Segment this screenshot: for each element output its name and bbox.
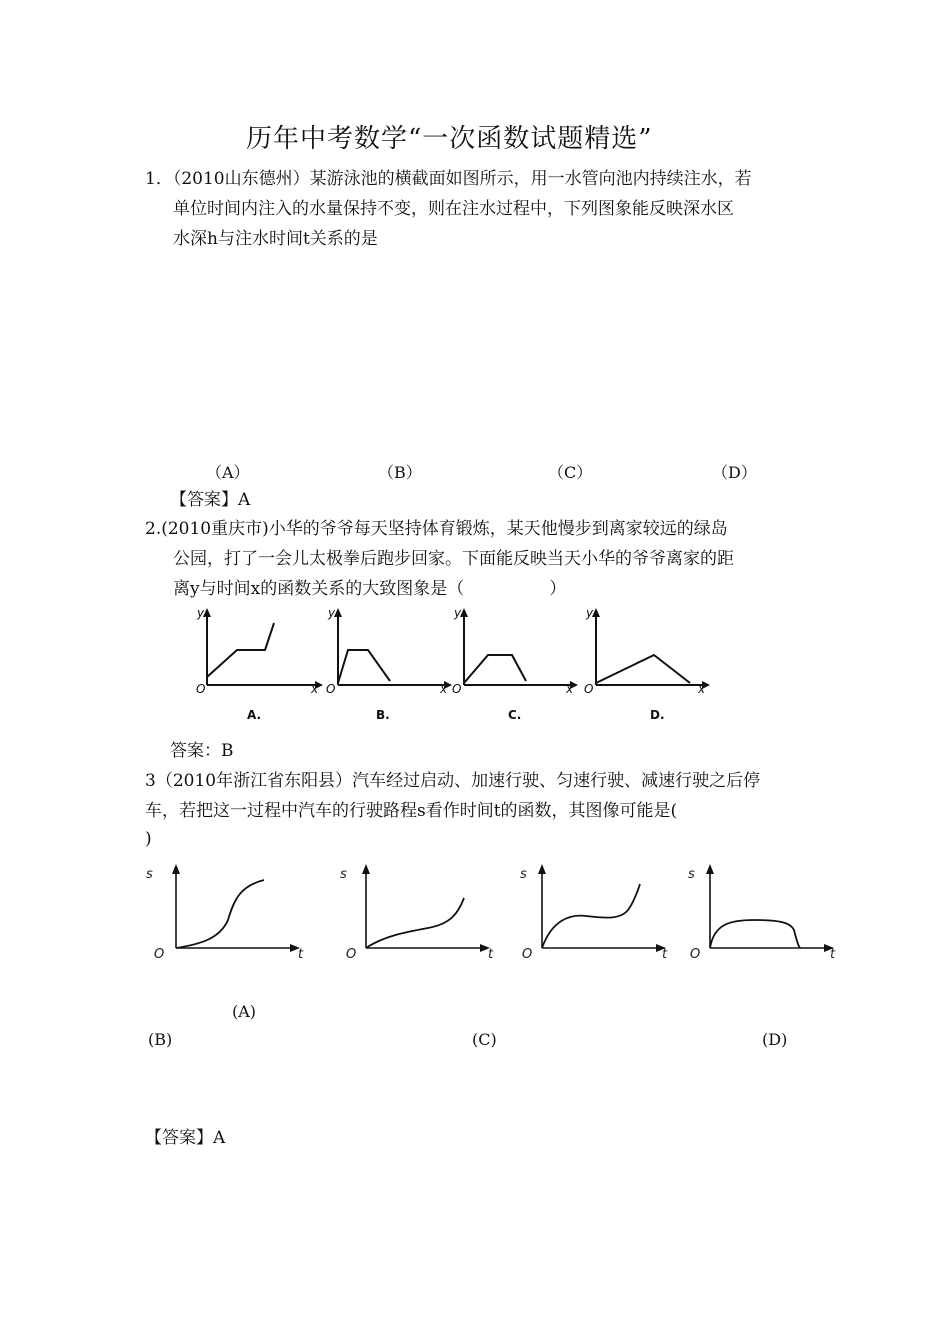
q3-answer: 【答案】A: [145, 1128, 226, 1148]
q2-graph-b-x-label: x: [440, 682, 448, 696]
q3-graph-3: [512, 858, 682, 968]
q2-graph-d-label: D.: [650, 708, 665, 722]
q3-option-b: (B): [148, 1030, 173, 1049]
q2-graph-d-y-label: y: [586, 606, 594, 620]
q1-option-c: （C）: [548, 463, 593, 482]
q2-line-2: 公园，打了一会儿太极拳后跑步回家。下面能反映当天小华的爷爷离家的距: [173, 549, 734, 569]
q3-graph-1-origin: O: [154, 947, 165, 962]
q2-graph-a-x-label: x: [311, 682, 319, 696]
q3-graph-2: [334, 858, 504, 968]
q1-option-d: （D）: [712, 463, 757, 482]
q3-graph-2-origin: O: [346, 947, 357, 962]
q2-graph-c-label: C.: [508, 708, 522, 722]
q2-graph-a-label: A.: [247, 708, 262, 722]
q2-answer: 答案：B: [170, 741, 234, 761]
q2-graph-b: [318, 605, 458, 730]
q3-line-1: 3（2010年浙江省东阳县）汽车经过启动、加速行驶、匀速行驶、减速行驶之后停: [145, 771, 761, 791]
q3-graph-4-origin: O: [690, 947, 701, 962]
q2-graph-c-y-label: y: [454, 606, 462, 620]
q3-option-d: (D): [762, 1030, 788, 1049]
q3-graph-1-x-label: t: [298, 947, 304, 962]
q3-graph-1-y-label: s: [146, 867, 153, 882]
q2-graph-b-origin: O: [326, 682, 336, 696]
q3-graph-2-x-label: t: [488, 947, 494, 962]
q3-option-c: (C): [472, 1030, 497, 1049]
q2-graph-c: [448, 605, 588, 730]
q1-line-3: 水深h与注水时间t关系的是: [173, 229, 378, 249]
q2-graph-a-origin: O: [196, 682, 206, 696]
q2-graph-c-origin: O: [452, 682, 462, 696]
q2-graph-a: [185, 605, 325, 730]
q3-graph-1: [140, 858, 310, 968]
q2-graph-d-x-label: x: [698, 682, 706, 696]
q1-line-1: 1．（2010山东德州）某游泳池的横截面如图所示，用一水管向池内持续注水，若: [145, 169, 752, 189]
q3-option-a: (A): [232, 1002, 257, 1021]
q3-graph-2-y-label: s: [340, 867, 347, 882]
q3-graph-4-y-label: s: [688, 867, 695, 882]
q1-option-b: （B）: [378, 463, 422, 482]
q2-graph-d-origin: O: [584, 682, 594, 696]
q3-line-2: 车，若把这一过程中汽车的行驶路程s看作时间t的函数，其图像可能是(: [145, 801, 678, 821]
q3-graph-3-y-label: s: [520, 867, 527, 882]
q1-option-a: （A）: [206, 463, 250, 482]
q2-graph-a-y-label: y: [197, 606, 205, 620]
q2-line-1: 2.(2010重庆市)小华的爷爷每天坚持体育锻炼，某天他慢步到离家较远的绿岛: [145, 519, 728, 539]
q3-graph-4-x-label: t: [830, 947, 836, 962]
q3-line-3: ): [145, 829, 152, 849]
q3-graph-3-origin: O: [522, 947, 533, 962]
q2-line-3: 离y与时间x的函数关系的大致图象是（ ）: [173, 579, 567, 599]
q2-graph-b-label: B.: [376, 708, 390, 722]
q2-graph-d: [578, 605, 718, 730]
q2-graph-b-y-label: y: [328, 606, 336, 620]
q1-answer: 【答案】A: [170, 490, 251, 510]
q2-graph-c-x-label: x: [566, 682, 574, 696]
q3-graph-3-x-label: t: [662, 947, 668, 962]
q1-line-2: 单位时间内注入的水量保持不变，则在注水过程中，下列图象能反映深水区: [173, 199, 734, 219]
page-title: 历年中考数学“一次函数试题精选”: [246, 124, 653, 154]
q3-graph-4: [680, 858, 850, 968]
